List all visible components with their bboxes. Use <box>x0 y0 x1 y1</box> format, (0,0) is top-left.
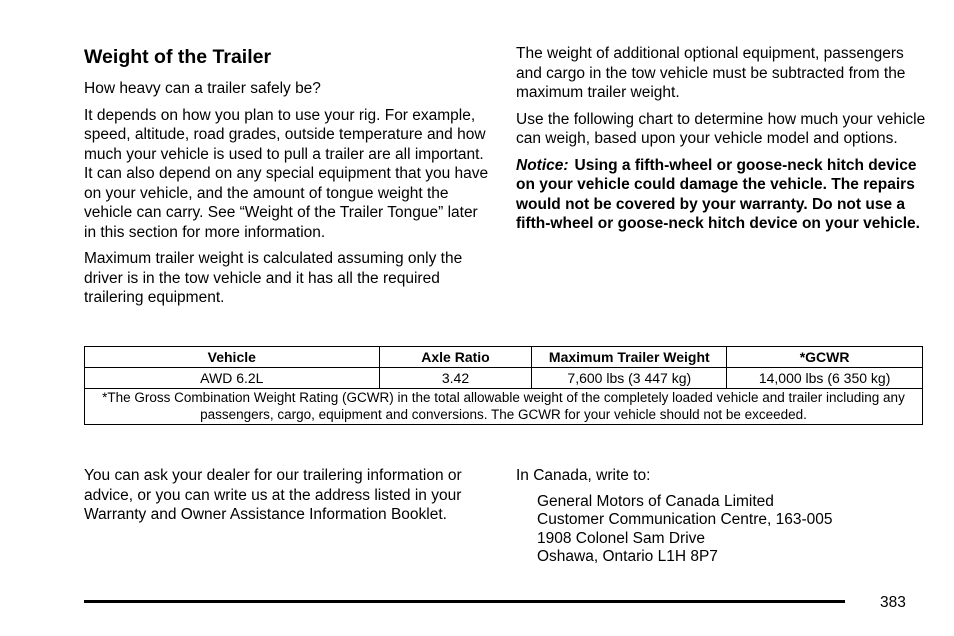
table-header-row <box>85 347 923 368</box>
address-line: Oshawa, Ontario L1H 8P7 <box>537 548 718 565</box>
trailer-weight-table <box>84 346 923 425</box>
cell-axle-ratio: 3.42 <box>379 368 532 389</box>
chart-intro-paragraph: Use the following chart to determine how much your vehicle can weigh, based upon your vehicle model and options. <box>516 110 926 147</box>
cell-max-trailer-weight: 7,600 lbs (3 447 kg) <box>532 368 727 389</box>
table-footnote: *The Gross Combination Weight Rating (GCWR) in the total allowable weight of the completely loaded vehicle and trailer including any passengers, cargo, equipment and conversions. The GCWR for your vehicle should not be exceeded. <box>85 389 923 425</box>
optional-equipment-paragraph: The weight of additional optional equipment, passengers and cargo in the tow vehicle must be subtracted from the maximum trailer weight. <box>516 45 906 101</box>
max-weight-paragraph: Maximum trailer weight is calculated assuming only the driver is in the tow vehicle and it has all the required trailering equipment. <box>84 250 463 306</box>
address-line: Customer Communication Centre, 163-005 <box>537 511 833 528</box>
address-line: 1908 Colonel Sam Drive <box>537 529 706 547</box>
cell-vehicle: AWD 6.2L <box>85 368 380 389</box>
notice-paragraph <box>516 156 926 234</box>
header-vehicle: Vehicle <box>85 347 380 368</box>
left-column <box>84 44 494 315</box>
question-paragraph: How heavy can a trailer safely be? <box>84 80 321 97</box>
canada-address-block <box>516 466 926 567</box>
notice-label: Notice: <box>516 156 569 174</box>
cell-gcwr: 14,000 lbs (6 350 kg) <box>727 368 923 389</box>
page-number: 383 <box>880 594 906 611</box>
header-max-trailer-weight: Maximum Trailer Weight <box>532 347 727 368</box>
canada-intro: In Canada, write to: <box>516 467 651 484</box>
dealer-info-block <box>84 466 484 532</box>
factors-paragraph: It depends on how you plan to use your rig. For example, speed, altitude, road grades, outside temperature and how much your vehicle is used to pull a trailer are all important. It can also depend on any special equipment that you have on your vehicle, and the amount of tongue weight the vehicle can carry. See “Weight of the Trailer Tongue” later in this section for more information. <box>84 106 489 241</box>
notice-text: Using a fifth-wheel or goose-neck hitch device on your vehicle could damage the vehicle. The repairs would not be covered by your warranty. Do not use a fifth-wheel or goose-neck hitch device on your vehicle. <box>516 156 920 232</box>
canada-address <box>537 493 926 567</box>
footer-rule <box>84 600 845 603</box>
header-gcwr: *GCWR <box>727 347 923 368</box>
section-heading: Weight of the Trailer <box>84 46 272 68</box>
table-row <box>85 368 923 389</box>
right-column <box>516 44 926 241</box>
dealer-info-paragraph: You can ask your dealer for our trailering information or advice, or you can write us at the address listed in your Warranty and Owner Assistance Information Booklet. <box>84 467 462 523</box>
header-axle-ratio: Axle Ratio <box>379 347 532 368</box>
address-line: General Motors of Canada Limited <box>537 492 774 510</box>
table-footnote-row <box>85 389 923 425</box>
